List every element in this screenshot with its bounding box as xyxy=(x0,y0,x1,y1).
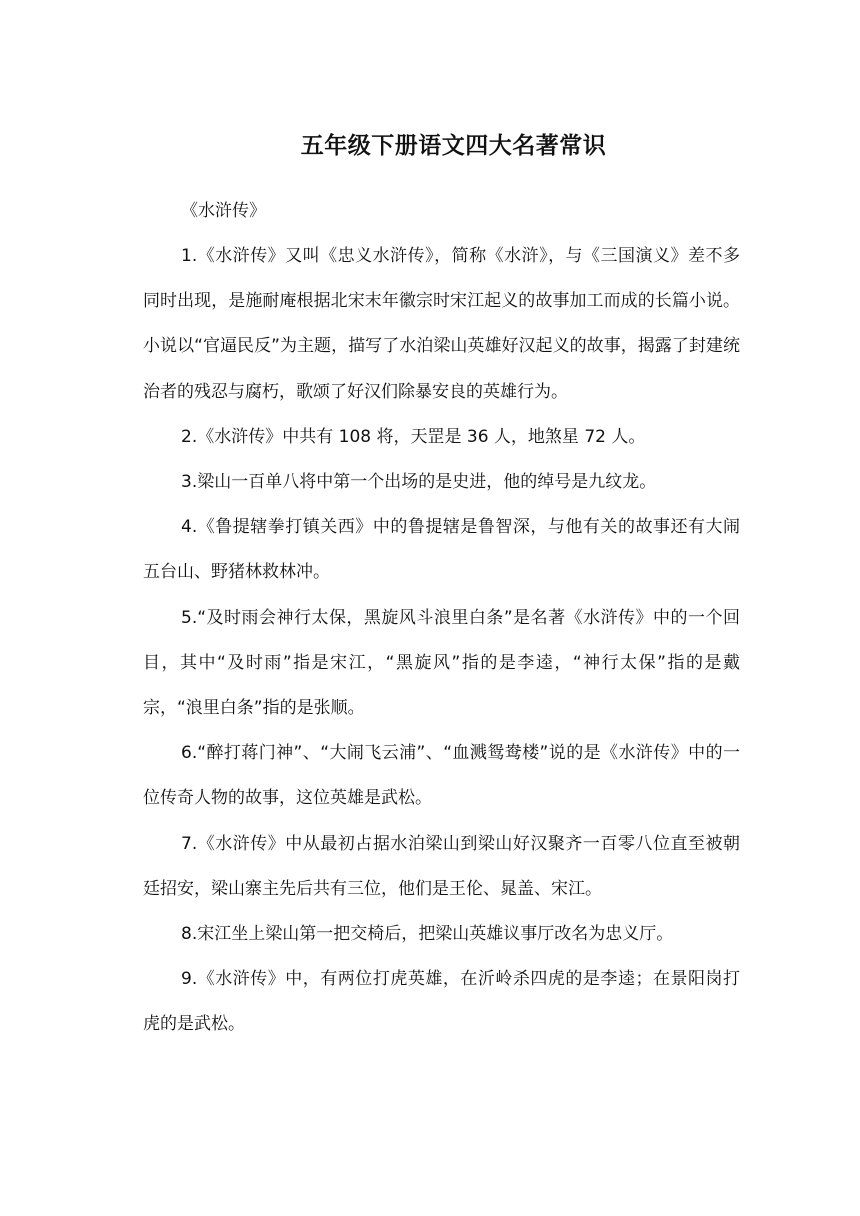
paragraph-5: 5.“及时雨会神行太保，黑旋风斗浪里白条”是名著《水浒传》中的一个回目，其中“及时雨”指是宋江，“黑旋风”指的是李逵，“神行太保”指的是戴宗，“浪里白条”指的是张顺。 xyxy=(143,607,740,719)
paragraph-1: 1.《水浒传》又叫《忠义水浒传》，简称《水浒》，与《三国演义》差不多同时出现，是施耐庵根据北宋末年徽宗时宋江起义的故事加工而成的长篇小说。小说以“官逼民反”为主题，描写了水泊梁山英雄好汉起义的故事，揭露了封建统治者的残忍与腐朽，歌颂了好汉们除暴安良的英雄行为。 xyxy=(143,246,740,402)
paragraph-8: 8.宋江坐上梁山第一把交椅后，把梁山英雄议事厅改名为忠义厅。 xyxy=(181,924,674,945)
paragraph-9: 9.《水浒传》中，有两位打虎英雄，在沂岭杀四虎的是李逵；在景阳岗打虎的是武松。 xyxy=(143,969,740,1035)
paragraph-6: 6.“醉打蒋门神”、“大闹飞云浦”、“血溅鸳鸯楼”说的是《水浒传》中的一位传奇人物的故事，这位英雄是武松。 xyxy=(143,743,740,809)
paragraph-7: 7.《水浒传》中从最初占据水泊梁山到梁山好汉聚齐一百零八位直至被朝廷招安，梁山寨主先后共有三位，他们是王伦、晁盖、宋江。 xyxy=(143,833,740,899)
paragraph-4: 4.《鲁提辖拳打镇关西》中的鲁提辖是鲁智深，与他有关的故事还有大闹五台山、野猪林救林冲。 xyxy=(143,517,740,583)
paragraph-2: 2.《水浒传》中共有 108 将，天罡是 36 人，地煞星 72 人。 xyxy=(181,426,646,447)
section-heading: 《水浒传》 xyxy=(181,201,266,221)
paragraph-3: 3.梁山一百单八将中第一个出场的是史进，他的绰号是九纹龙。 xyxy=(181,472,657,493)
document-title: 五年级下册语文四大名著常识 xyxy=(300,133,607,159)
